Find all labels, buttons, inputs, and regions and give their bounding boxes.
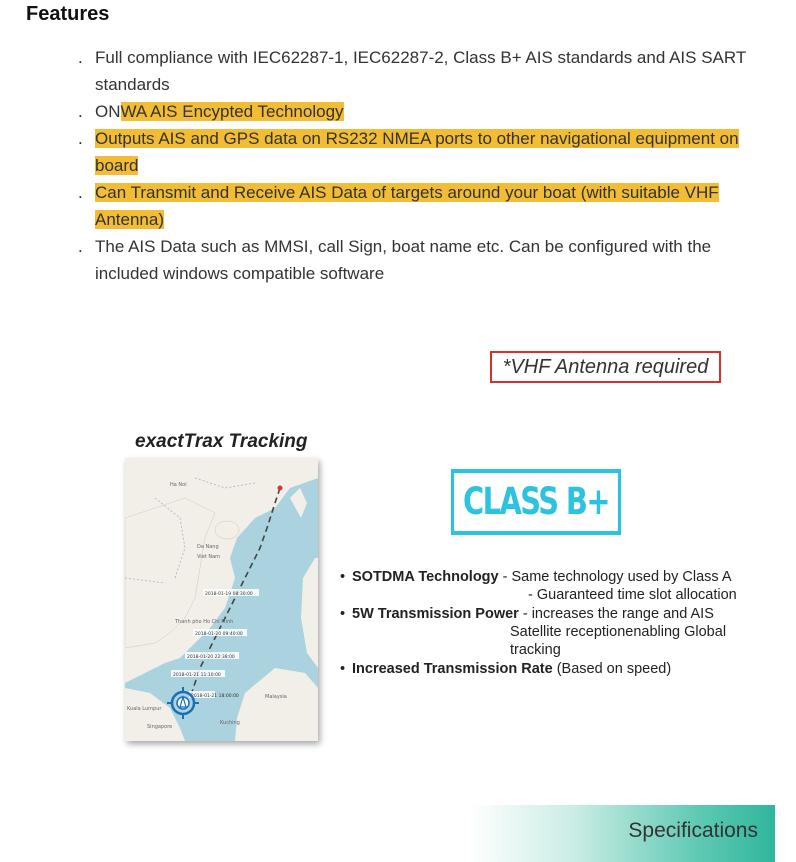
feature-item — [78, 233, 778, 287]
map-timestamp: 2018-01-21 11:10:00 — [173, 673, 221, 678]
bullet: . — [78, 48, 83, 67]
class-b-feature-item — [340, 660, 760, 678]
feature-desc-cont: - Guaranteed time slot allocation — [528, 587, 737, 603]
feature-name: SOTDMA Technology — [352, 569, 499, 585]
class-b-feature-item — [340, 605, 760, 659]
map-place-label: Viet Nam — [197, 554, 221, 560]
bullet: . — [78, 237, 83, 256]
class-b-features — [340, 568, 760, 679]
map-timestamp: 2018-01-20 22:38:00 — [187, 655, 235, 660]
feature-desc: - increases the range and AIS — [518, 606, 714, 622]
feature-text: ON — [95, 102, 121, 121]
feature-item — [78, 98, 778, 125]
map-timestamp: 2018-01-19 08:30:00 — [205, 592, 253, 597]
map-place-label: Singapore — [147, 724, 173, 730]
feature-highlight: Can Transmit and Receive AIS Data of targets around your boat (with suitable VHF Antenna) — [95, 183, 719, 229]
map-title: exactTrax Tracking — [135, 431, 308, 452]
feature-item — [78, 44, 778, 98]
map-place-label: Ha Noi — [170, 482, 187, 488]
product-promo-image — [125, 425, 765, 745]
bullet: . — [78, 183, 83, 202]
map-place-label: Kuala Lumpur — [127, 706, 162, 712]
feature-highlight: Outputs AIS and GPS data on RS232 NMEA ports to other navigational equipment on board — [95, 129, 739, 175]
map-timestamp: 2018-01-20 09:40:00 — [195, 632, 243, 637]
features-heading: Features — [26, 3, 110, 25]
class-b-feature-item — [340, 568, 760, 604]
feature-highlight: WA AIS Encypted Technology — [120, 102, 344, 121]
bullet: • — [340, 661, 346, 677]
map-place-label: Thanh pho Ho Chi Minh — [175, 619, 234, 625]
feature-text: The AIS Data such as MMSI, call Sign, boat name etc. Can be configured with the included windows compatible software — [95, 237, 712, 283]
specifications-label: Specifications — [628, 819, 758, 842]
map-place-label: Kuching — [220, 720, 240, 726]
feature-item — [78, 179, 778, 233]
bullet: . — [78, 102, 83, 121]
feature-desc: (Based on speed) — [552, 661, 672, 677]
class-b-plus-badge: CLASS B+ — [451, 469, 621, 535]
feature-desc: - Same technology used by Class A — [498, 569, 732, 585]
tracking-map — [125, 458, 318, 741]
feature-name: Increased Transmission Rate — [352, 661, 553, 677]
bullet: . — [78, 129, 83, 148]
map-timestamp: 2018-01-21 18:00:00 — [191, 694, 239, 699]
specifications-tab[interactable] — [470, 805, 775, 862]
map-place-label: Malaysia — [265, 694, 287, 700]
map-place-label: Da Nang — [197, 544, 219, 550]
feature-name: 5W Transmission Power — [352, 606, 519, 622]
feature-item — [78, 125, 778, 179]
vhf-antenna-note: *VHF Antenna required — [490, 351, 721, 383]
bullet: • — [340, 569, 346, 585]
bullet: • — [340, 606, 346, 622]
feature-text: Full compliance with IEC62287-1, IEC62287-2, Class B+ AIS standards and AIS SART standards — [95, 48, 746, 94]
features-list — [78, 44, 778, 287]
feature-desc-cont: Satellite receptionenabling Global tracking — [510, 624, 727, 658]
